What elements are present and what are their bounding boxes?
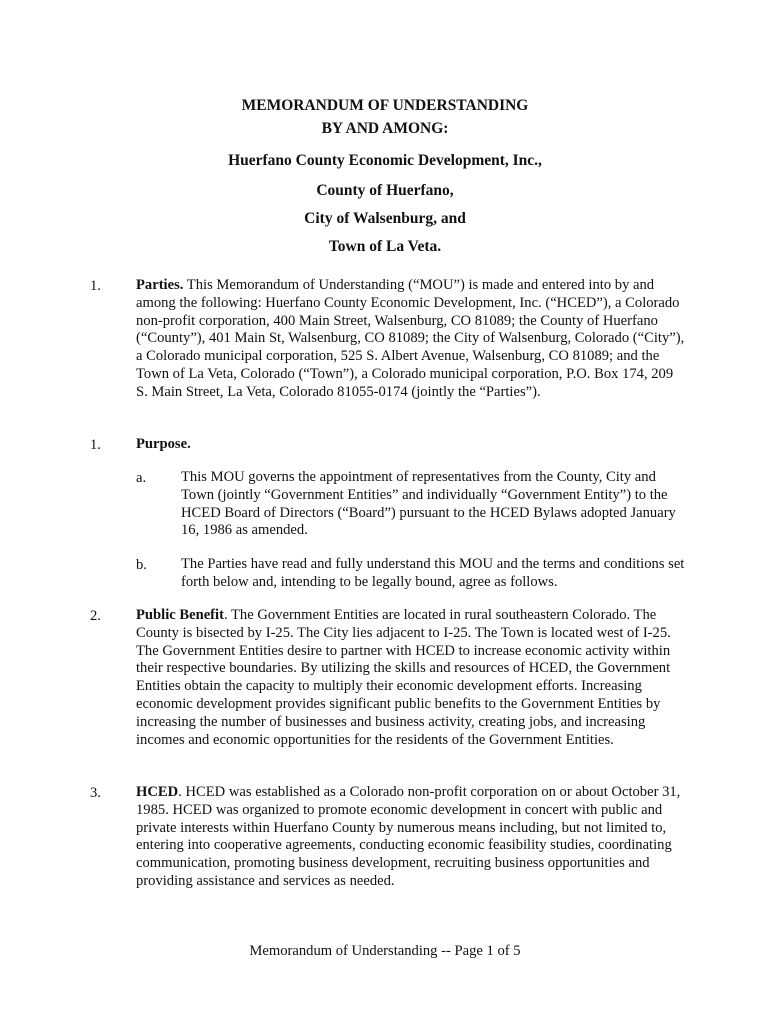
section-heading: HCED — [136, 784, 179, 800]
section-body: . The Government Entities are located in rural southeastern Colorado. The County is bisected by I-25. The City lies adjacent to I-25. The Town is located west of I-25. The Government Entities desire to partner with HCED to increase economic activity within their respective boundaries. By utilizing the skills and resources of HCED, the Government Entities obtain the capacity to multiply their economic development efforts. Increasing economic development provides significant public benefits to the Government Entities by increasing the number of businesses and business activity, creating jobs, and increasing incomes and economic opportunities for the residents of the Government Entities. — [136, 607, 671, 748]
party-hced: Huerfano County Economic Development, Inc., — [228, 152, 542, 169]
document-title: MEMORANDUM OF UNDERSTANDING — [241, 97, 529, 114]
section-body: This Memorandum of Understanding (“MOU”) is made and entered into by and among the following: Huerfano County Economic Development, Inc. (“HCED”), a Colorado non-profit corporation, 400 Main Street, Walsenburg, CO 81089; the County of Huerfano (“County”), 401 Main St, Walsenburg, CO 81089; the City of Walsenburg, Colorado (“City”), a Colorado municipal corporation, 525 S. Albert Avenue, Walsenburg, CO 81089; and the Town of La Veta, Colorado (“Town”), a Colorado municipal corporation, P.O. Box 174, 209 S. Main Street, La Veta, Colorado 81055-0174 (jointly the “Parties”). — [136, 277, 685, 400]
section-number: 3. — [90, 785, 101, 801]
section-body: . HCED was established as a Colorado non-profit corporation on or about October 31, 1985. HCED was organized to promote economic development in concert with public and private interests within Huerfano County by numerous means including, but not limited to, entering into cooperative agreements, conducting economic feasibility studies, coordinating communication, promoting business development, recruiting business opportunities and providing assistance and services as needed. — [136, 784, 681, 889]
section-hced — [136, 784, 688, 891]
party-town: Town of La Veta. — [328, 238, 442, 255]
subitem-letter: a. — [136, 470, 147, 486]
section-number: 1. — [90, 278, 101, 294]
section-parties — [136, 277, 688, 402]
section-number: 2. — [90, 608, 101, 624]
subitem-text: The Parties have read and fully understand this MOU and the terms and conditions set forth below and, intending to be legally bound, agree as follows. — [181, 556, 685, 590]
document-subtitle: BY AND AMONG: — [321, 120, 449, 137]
section-public-benefit — [136, 607, 688, 749]
party-county: County of Huerfano, — [316, 182, 454, 199]
section-number: 1. — [90, 437, 101, 453]
party-city: City of Walsenburg, and — [304, 210, 466, 227]
page-footer: Memorandum of Understanding -- Page 1 of 5 — [249, 943, 521, 959]
section-purpose — [136, 436, 688, 454]
section-heading: Purpose. — [136, 436, 191, 452]
subitem-letter: b. — [136, 557, 147, 573]
section-heading: Public Benefit — [136, 607, 224, 623]
section-heading: Parties. — [136, 277, 184, 293]
subitem-text: This MOU governs the appointment of representatives from the County, City and Town (jointly “Government Entities” and individually “Government Entity”) to the HCED Board of Directors (“Board”) pursuant to the HCED Bylaws adopted January 16, 1986 as amended. — [181, 469, 676, 539]
